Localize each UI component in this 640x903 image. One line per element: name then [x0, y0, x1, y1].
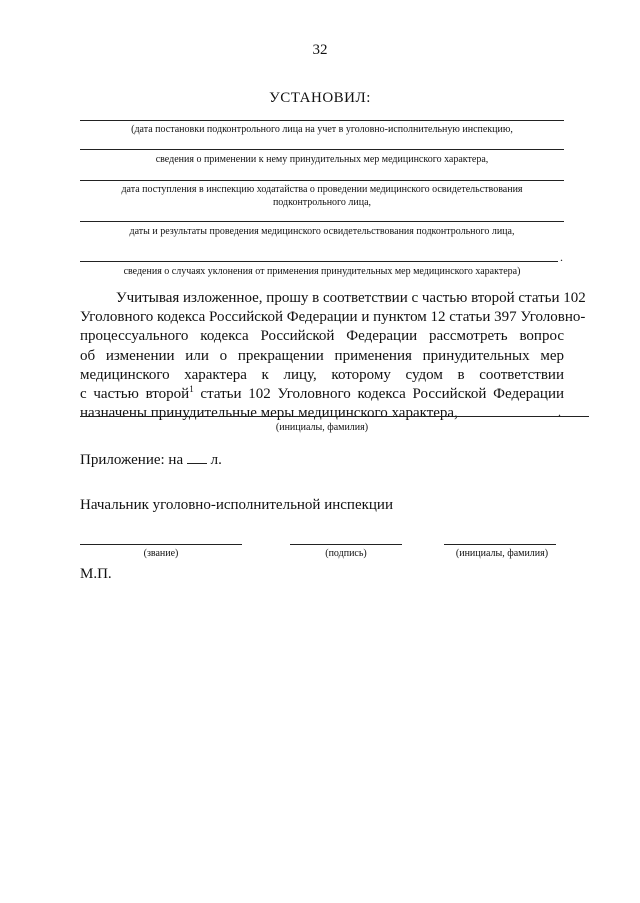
paragraph-line: [80, 385, 564, 404]
stamp-place: М.П.: [80, 566, 112, 582]
person-name-line: [80, 416, 558, 417]
caption-registration-date: (дата постановки подконтрольного лица на учет в уголовно-исполнительную инспекцию,: [131, 124, 513, 135]
paragraph-text: с частью второй: [80, 385, 190, 402]
attachment-prefix: Приложение: на: [80, 452, 184, 468]
caption-rank: (звание): [143, 548, 179, 559]
page-number: 32: [312, 42, 328, 58]
caption-initials: (инициалы, фамилия): [455, 548, 549, 559]
field-line-2: [80, 149, 564, 150]
signature-line: [290, 544, 402, 545]
signatory-title: Начальник уголовно-исполнительной инспекции: [80, 497, 393, 513]
attachment-suffix: л.: [210, 452, 222, 468]
initials-line: [444, 544, 556, 545]
caption-evasion-cases: сведения о случаях уклонения от применения принудительных мер медицинского характера): [123, 266, 521, 277]
paragraph-line: Учитывая изложенное, прошу в соответствии с частью второй статьи 102: [116, 290, 586, 306]
footnote-marker: 1: [189, 383, 194, 394]
attachment-line: [80, 451, 222, 469]
field-line-1: [80, 120, 564, 121]
caption-petition-date: дата поступления в инспекцию ходатайства о проведении медицинского освидетельствования: [121, 184, 523, 195]
field-line-5-dot: .: [560, 250, 563, 264]
attachment-pages-blank: [187, 451, 207, 464]
paragraph-text: статьи 102 Уголовного кодекса Российской Федерации: [193, 385, 564, 402]
field-line-5: [80, 261, 558, 262]
paragraph-line: процессуального кодекса Российской Федерации рассмотреть вопрос: [80, 328, 564, 345]
caption-examination-results: даты и результаты проведения медицинского освидетельствования подконтрольного лица,: [129, 226, 515, 237]
paragraph-line: Уголовного кодекса Российской Федерации и пунктом 12 статьи 397 Уголовно-: [80, 309, 586, 326]
paragraph-line: об изменении или о прекращении применения принудительных мер: [80, 347, 564, 364]
caption-measures-info: сведения о применении к нему принудительных мер медицинского характера,: [155, 154, 489, 165]
person-line-dot: .: [558, 405, 561, 419]
rank-line: [80, 544, 242, 545]
field-line-3: [80, 180, 564, 181]
paragraph-line: медицинского характера к лицу, которому судом в соответствии: [80, 366, 564, 383]
caption-petition-date-cont: подконтрольного лица,: [272, 197, 372, 208]
caption-initials-surname: (инициалы, фамилия): [275, 422, 369, 433]
heading-established: УСТАНОВИЛ:: [269, 90, 371, 106]
field-line-4: [80, 221, 564, 222]
request-paragraph: [80, 289, 586, 423]
caption-signature: (подпись): [325, 548, 367, 559]
paragraph-text: назначены принудительные меры медицинского характера,: [80, 405, 458, 422]
